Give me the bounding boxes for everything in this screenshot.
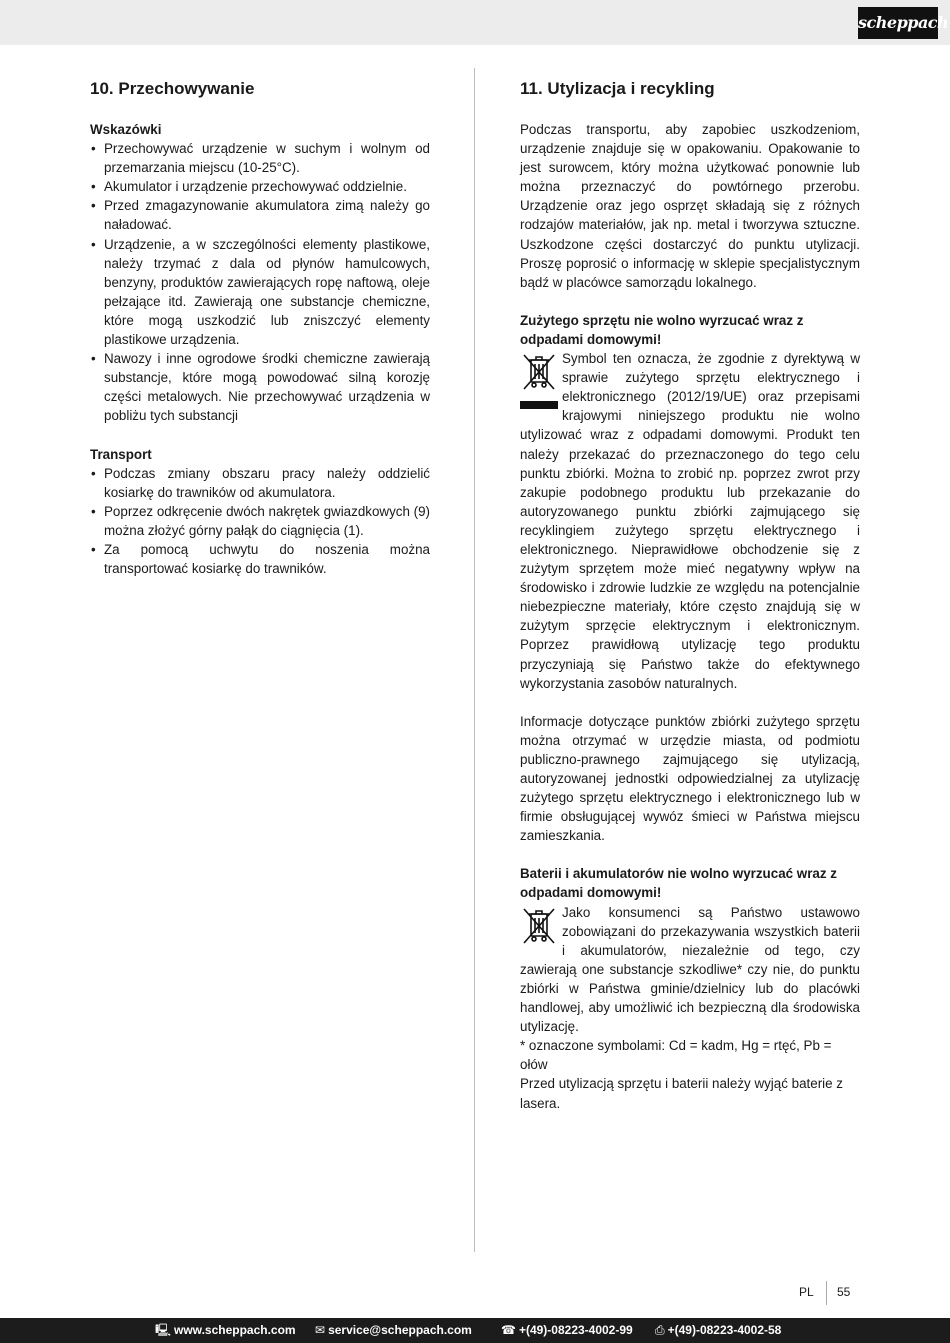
- website-contact[interactable]: [155, 1318, 296, 1343]
- footer-separator: [826, 1281, 827, 1305]
- battery-note: * oznaczone symbolami: Cd = kadm, Hg = rtęć, Pb = ołów: [520, 1038, 832, 1073]
- list-item: • Za pomocą uchwytu do noszenia można transportować kosiarkę do trawników.: [90, 540, 430, 578]
- battery-heading: Baterii i akumulatorów nie wolno wyrzucać wraz z odpadami domowymi!: [520, 866, 837, 901]
- phone-number: +(49)-08223-4002-99: [518, 1323, 633, 1337]
- contact-bar: [0, 1318, 950, 1343]
- fax-number: +(49)-08223-4002-58: [667, 1323, 782, 1337]
- storage-title: 10. Przechowywanie: [90, 79, 255, 98]
- hints-heading: Wskazówki: [90, 122, 162, 137]
- email-link[interactable]: service@scheppach.com: [328, 1323, 472, 1337]
- page-number: 55: [837, 1285, 851, 1299]
- list-item: • Przechowywać urządzenie w suchym i wolnym od przemarzania miejscu (10-25°C).: [90, 139, 430, 177]
- crossed-bin-icon: [520, 351, 558, 409]
- battery-text: Jako konsumenci są Państwo ustawowo zobowiązani do przekazywania wszystkich baterii i akumulatorów, niezależnie od tego, czy zawierają one substancje szkodliwe* czy nie, do punktu zbiórki w Państwa gminie/dzielnicy lub do placówki handlowej, aby umożliwić ich bezpieczną dla środowiska utylizację.: [520, 904, 860, 1035]
- list-item: • Urządzenie, a w szczególności elementy plastikowe, należy trzymać z dala od płynów hamulcowych, benzyny, produktów zawierających ropę naftową, oleje pełzające itd. Zawierają one substancje chemiczne, które mogą uszkodzić lub zniszczyć elementy plastikowe urządzenia.: [90, 235, 430, 350]
- website-link[interactable]: www.scheppach.com: [174, 1323, 296, 1337]
- disposal-intro: Podczas transportu, aby zapobiec uszkodzeniom, urządzenie znajduje się w opakowaniu. Opakowanie to jest surowcem, który można użytkować ponownie lub można przeznaczyć do powtórnego przerobu. Urządzenie oraz jego osprzęt składają się z różnych rodzajów materiałów, jak np. metal i tworzywa sztuczne. Uszkodzone części dostarczyć do punktu utylizacji. Proszę poprosić o informację w sklepie specjalistycznym bądź w placówce samorządu lokalnego.: [520, 122, 860, 290]
- fax-icon: ⎙: [655, 1323, 665, 1337]
- list-item: • Podczas zmiany obszaru pracy należy oddzielić kosiarkę do trawników od akumulatora.: [90, 464, 430, 502]
- page-footer: [0, 1283, 950, 1303]
- list-item: • Poprzez odkręcenie dwóch nakrętek gwiazdkowych (9) można złożyć górny pałąk do ciągnięcia (1).: [90, 502, 430, 540]
- weee-text: Symbol ten oznacza, że zgodnie z dyrektywą w sprawie zużytego sprzętu elektrycznego i elektronicznego (2012/19/UE) oraz przepisami krajowymi niniejszego produktu nie wolno utylizować wraz z odpadami domowymi. Produkt ten należy przekazać do przeznaczonego do tego celu punktu zbiórki. Można to zrobić np. poprzez zwrot przy zakupie podobnego produktu lub przekazanie do autoryzowanego punktu zbiórki zajmującego się recyklingiem zużytego sprzętu elektrycznego i elektronicznego. Nieprawidłowe obchodzenie się z zużytym sprzętem może mieć negatywny wpływ na środowisko i zdrowie ludzkie ze względu na potencjalnie niebezpieczne materiały, które często znajdują się w zużytym sprzęcie elektrycznym i elektronicznym. Poprzez prawidłową utylizację tego produktu przyczyniają się Państwo także do efektywnego wykorzystania zasobów naturalnych.: [520, 351, 860, 691]
- list-item: • Akumulator i urządzenie przechowywać oddzielnie.: [90, 177, 430, 196]
- collection-info: Informacje dotyczące punktów zbiórki zużytego sprzętu można otrzymać w urzędzie miasta, od podmiotu publiczno-prawnego zajmującego się utylizacją, autoryzowanej jednostki odpowiedzialnej za utylizację zużytego sprzętu elektrycznego i elektronicznego lub w firmie obsługującej wywóz śmieci w Państwa miejscu zamieszkania.: [520, 713, 860, 844]
- fax-contact: [655, 1318, 781, 1343]
- language-code: PL: [799, 1285, 814, 1299]
- column-divider: [474, 68, 475, 1252]
- battery-final-note: Przed utylizacją sprzętu i baterii należy wyjąć baterie z lasera.: [520, 1076, 844, 1111]
- scheppach-logo: scheppach: [858, 7, 938, 39]
- crossed-bin-icon: [520, 905, 558, 949]
- transport-list: [90, 464, 430, 579]
- transport-heading: Transport: [90, 446, 152, 462]
- list-item: • Nawozy i inne ogrodowe środki chemiczne zawierają substancje, które mogą powodować silną korozję części metalowych. Nie przechowywać urządzenia w pobliżu tych substancji: [90, 349, 430, 425]
- left-column: [90, 78, 430, 578]
- top-bar: [0, 0, 950, 45]
- phone-contact: [501, 1318, 633, 1343]
- mail-icon: ✉: [315, 1323, 326, 1337]
- phone-icon: ☎: [501, 1323, 516, 1337]
- disposal-title: 11. Utylizacja i recykling: [520, 79, 715, 98]
- list-item: • Przed zmagazynowanie akumulatora zimą należy go naładować.: [90, 196, 430, 234]
- hints-list: [90, 139, 430, 425]
- computer-icon: 🖳: [155, 1323, 172, 1337]
- right-column: [520, 78, 860, 1113]
- email-contact[interactable]: [315, 1318, 472, 1343]
- weee-heading: Zużytego sprzętu nie wolno wyrzucać wraz z odpadami domowymi!: [520, 312, 804, 347]
